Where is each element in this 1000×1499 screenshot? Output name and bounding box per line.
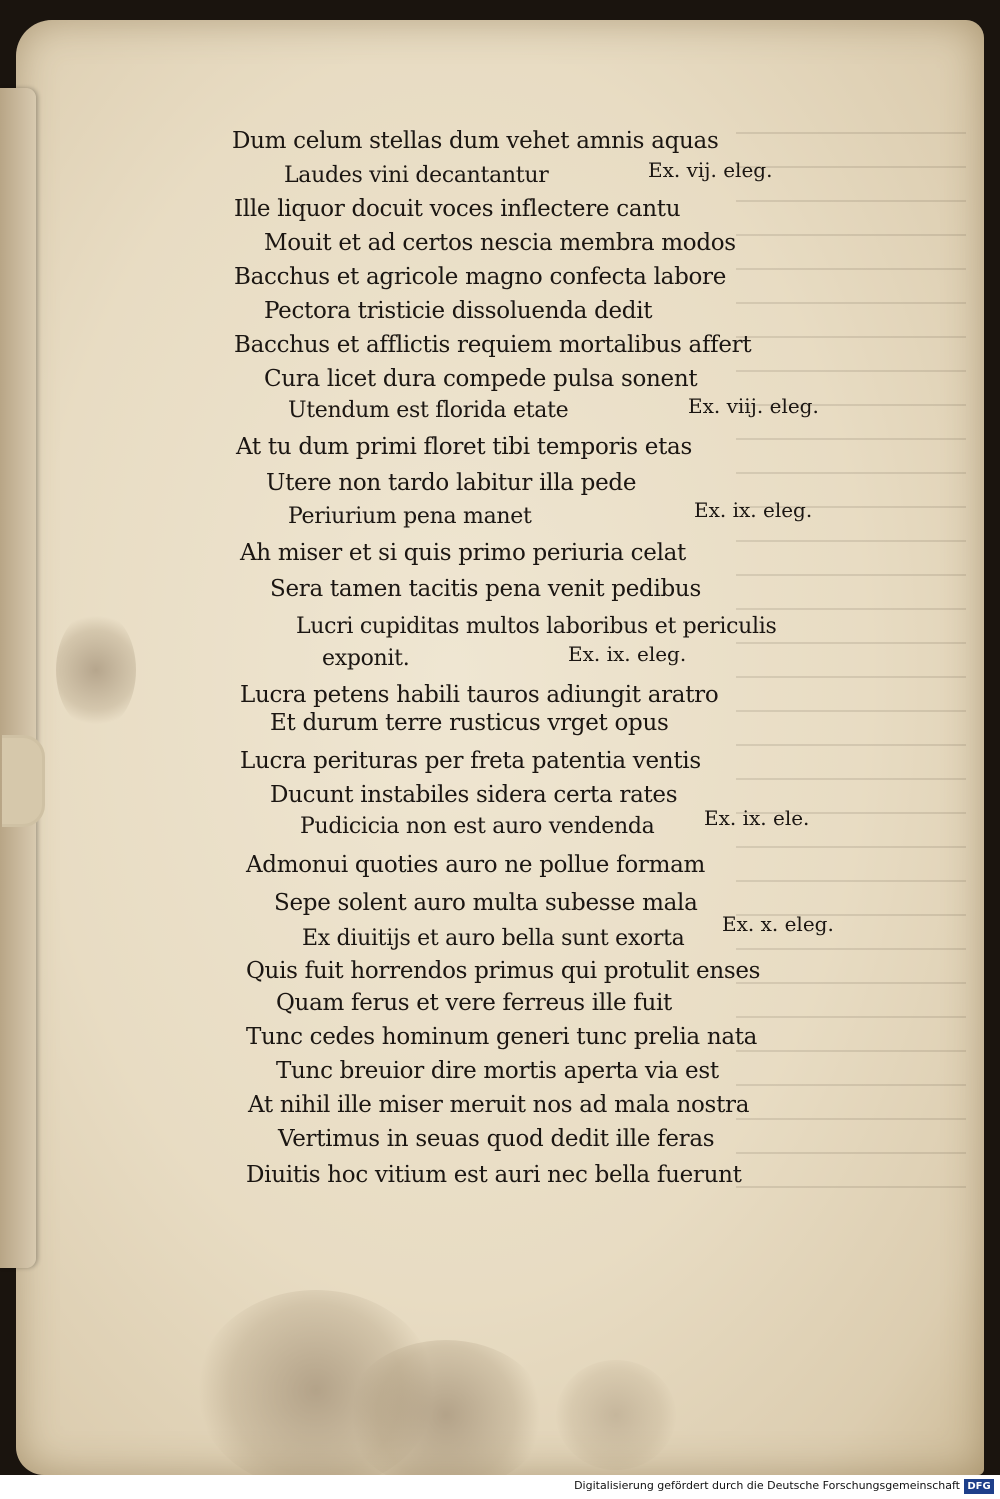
verse-line: Dum celum stellas dum vehet amnis aquas — [232, 128, 719, 154]
verse-line: Bacchus et afflictis requiem mortalibus affert — [234, 332, 752, 358]
verse-line: Ducunt instabiles sidera certa rates — [270, 782, 678, 808]
verse-line: Et durum terre rusticus vrget opus — [270, 710, 669, 736]
verse-line: Bacchus et agricole magno confecta labore — [234, 264, 727, 290]
rubric-line: Utendum est florida etate — [288, 398, 569, 423]
reference-note: Ex. ix. ele. — [704, 806, 810, 830]
reference-note: Ex. ix. eleg. — [568, 642, 687, 666]
rubric-line: Ex diuitijs et auro bella sunt exorta — [302, 926, 685, 951]
dfg-logo: DFG — [964, 1479, 994, 1494]
verse-line: Sepe solent auro multa subesse mala — [274, 890, 698, 916]
reference-note: Ex. vij. eleg. — [648, 158, 773, 182]
rubric-line: Pudicicia non est auro vendenda — [300, 814, 655, 839]
verse-line: Quam ferus et vere ferreus ille fuit — [276, 990, 673, 1016]
verse-line: At nihil ille miser meruit nos ad mala nostra — [248, 1092, 750, 1118]
reference-note: Ex. viij. eleg. — [688, 394, 819, 418]
verse-line: Lucra perituras per freta patentia ventis — [240, 748, 701, 774]
verse-line: Utere non tardo labitur illa pede — [266, 470, 637, 496]
verse-line: Ille liquor docuit voces inflectere cantu — [234, 196, 681, 222]
verse-line: Cura licet dura compede pulsa sonent — [264, 366, 698, 392]
rubric-line: Periurium pena manet — [288, 504, 532, 529]
verse-line: Mouit et ad certos nescia membra modos — [264, 230, 736, 256]
verse-line: Tunc breuior dire mortis aperta via est — [276, 1058, 719, 1084]
verse-line: Sera tamen tacitis pena venit pedibus — [270, 576, 701, 602]
verse-line: Ah miser et si quis primo periuria celat — [240, 540, 686, 566]
funding-credit: Digitalisierung gefördert durch die Deutsche Forschungsgemeinschaft — [574, 1479, 960, 1492]
rubric-line: exponit. — [322, 646, 410, 671]
footer-bar — [0, 1475, 1000, 1499]
verse-line: Quis fuit horrendos primus qui protulit enses — [246, 958, 761, 984]
reference-note: Ex. x. eleg. — [722, 912, 834, 936]
verse-line: At tu dum primi floret tibi temporis etas — [236, 434, 692, 460]
verse-line: Lucra petens habili tauros adiungit aratro — [240, 682, 719, 708]
reference-note: Ex. ix. eleg. — [694, 498, 813, 522]
verse-line: Admonui quoties auro ne pollue formam — [246, 852, 706, 878]
rubric-line: Laudes vini decantantur — [284, 163, 549, 188]
verse-line: Tunc cedes hominum generi tunc prelia nata — [246, 1024, 758, 1050]
verse-line: Diuitis hoc vitium est auri nec bella fuerunt — [246, 1162, 742, 1188]
verse-line: Pectora tristicie dissoluenda dedit — [264, 298, 653, 324]
rubric-line: Lucri cupiditas multos laboribus et periculis — [296, 614, 777, 639]
verse-line: Vertimus in seuas quod dedit ille feras — [278, 1126, 715, 1152]
